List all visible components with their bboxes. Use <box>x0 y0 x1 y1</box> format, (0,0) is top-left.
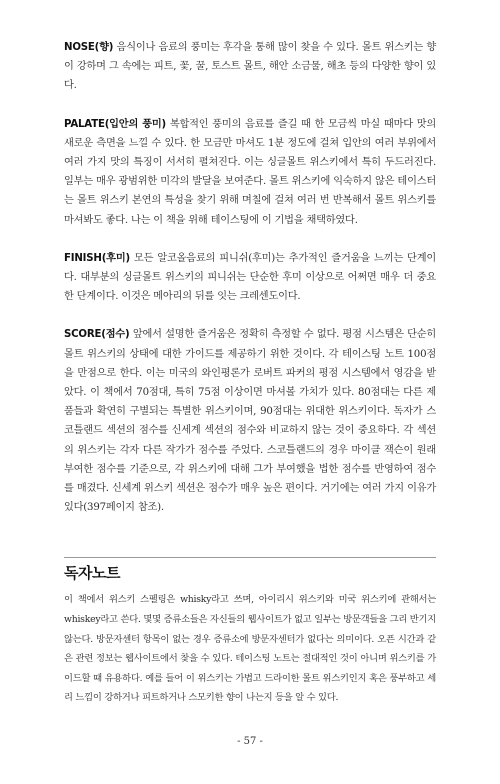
page-body <box>64 38 436 708</box>
term-score: SCORE(점수) <box>64 329 130 341</box>
section-nose <box>64 38 436 96</box>
term-palate: PALATE(입안의 풍미) <box>64 118 166 130</box>
text-score: 앞에서 설명한 즐거움은 정확히 측정할 수 없다. 평점 시스템은 단순히 몰트 위스키의 상태에 대한 가이드를 제공하기 위한 것이다. 각 테이스팅 노트 100점을 만점으로 한다. 이는 미국의 와인평론가 로버트 파커의 평점 시스템에서 영감을 받았다. 이 책에서 70점대, 특히 75점 이상이면 마셔볼 가치가 있다. 80점대는 다른 제품들과 확연히 구별되는 특별한 위스키이며, 90점대는 위대한 위스키이다. 독자가 스코틀랜드 섹션의 점수를 신세계 섹션의 점수와 비교하지 않는 것이 중요하다. 각 섹션의 위스키는 각자 다른 작가가 점수를 주었다. 스코틀랜드의 경우 마이클 잭슨이 원래 부여한 점수를 기준으로, 각 위스키에 대해 그가 부여했을 법한 점수를 반영하여 점수를 매겼다. 신세계 위스키 섹션은 점수가 매우 높은 편이다. 거기에는 여러 가지 이유가 있다(397페이지 참조). <box>64 329 436 514</box>
term-finish: FINISH(후미) <box>64 252 130 264</box>
text-finish: 모든 알코올음료의 피니쉬(후미)는 추가적인 즐거움을 느끼는 단계이다. 대부분의 싱글몰트 위스키의 피니쉬는 단순한 후미 이상으로 어쩌면 매우 더 중요한 단계이다. 이것은 메아리의 뒤를 잇는 크레센도이다. <box>64 252 436 303</box>
text-nose: 음식이나 음료의 풍미는 후각을 통해 많이 찾을 수 있다. 몰트 위스키는 향이 강하며 그 속에는 피트, 꽃, 꿀, 토스트 몰트, 해안 소금물, 해초 등의 다양한 향이 있다. <box>64 42 436 92</box>
text-palate: 복합적인 풍미의 음료를 즐길 때 한 모금씩 마실 때마다 맛의 새로운 측면을 느낄 수 있다. 한 모금만 마셔도 1분 정도에 걸쳐 입안의 여러 부위에서 여러 가지 맛의 특징이 서서히 펼쳐진다. 이는 싱글몰트 위스키에서 특히 두드러진다. 일부는 매우 광범위한 미각의 발달을 보여준다. 몰트 위스키에 익숙하지 않은 테이스터는 몰트 위스키 본연의 특성을 찾기 위해 며칠에 걸쳐 여러 번 반복해서 몰트 위스키를 마셔봐도 좋다. 나는 이 책을 위해 테이스팅에 이 기법을 채택하였다. <box>64 118 436 226</box>
page-number: - 57 - <box>237 736 263 747</box>
term-nose: NOSE(향) <box>64 42 114 53</box>
section-score <box>64 325 436 517</box>
sidebar-text: 이 책에서 위스키 스펠링은 whisky라고 쓰며, 아이리시 위스키와 미국 위스키에 관해서는 whiskey라고 쓴다. 몇몇 증류소들은 자신들의 웹사이트가 없고 일부는 방문객들을 그리 반기지 않는다. 방문자센터 항목이 없는 경우 증류소에 방문자센터가 없다는 의미이다. 오픈 시간과 같은 관련 정보는 웹사이트에서 찾을 수 있다. 테이스팅 노트는 절대적인 것이 아니며 위스키를 가이드할 때 유용하다. 예를 들어 이 위스키는 가볍고 드라이한 몰트 위스키인지 혹은 풍부하고 세리 느낌이 강하거나 피트하거나 스모키한 향이 나는지 등을 알 수 있다. <box>64 594 436 704</box>
section-palate <box>64 115 436 230</box>
sidebar-divider <box>64 557 436 558</box>
section-finish <box>64 249 436 307</box>
sidebar-title: 독자노트 <box>64 564 120 583</box>
